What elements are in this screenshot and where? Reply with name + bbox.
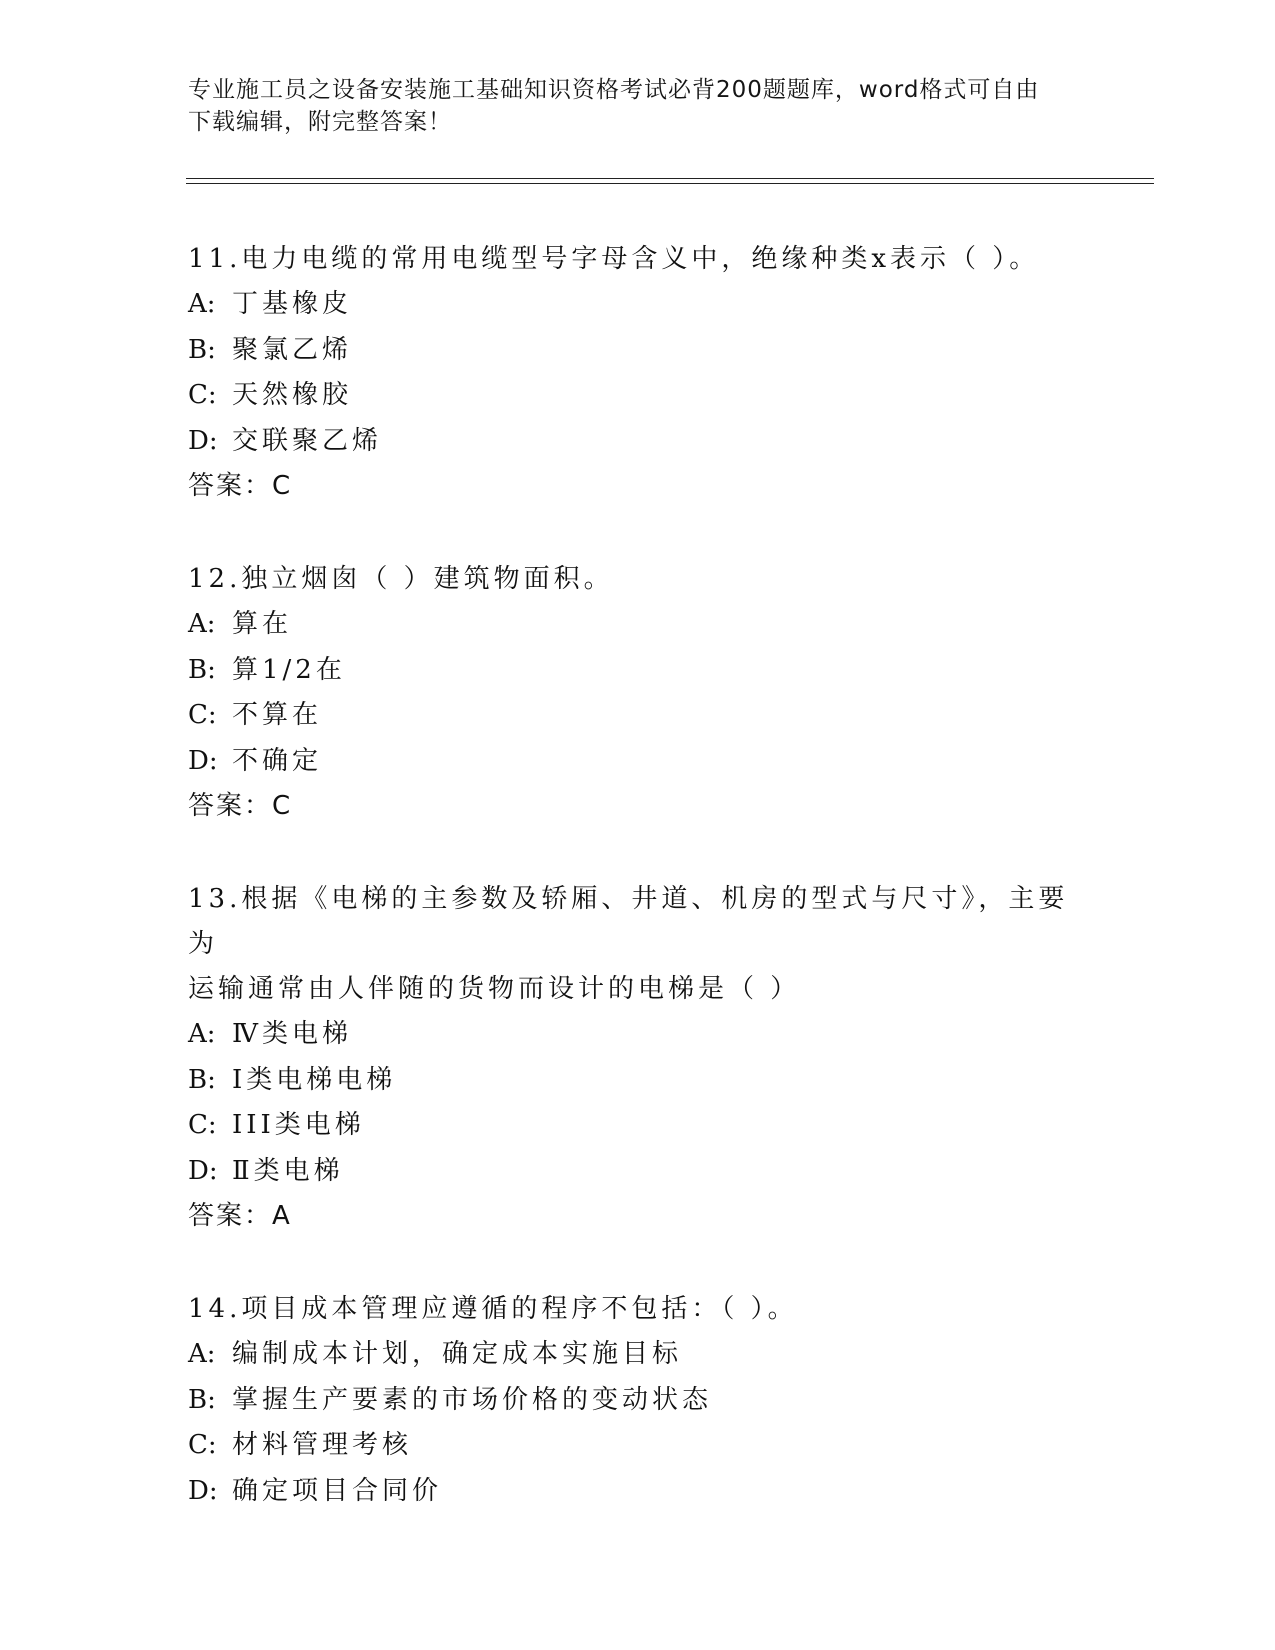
option-letter: D: — [188, 745, 218, 776]
option-text: 算在 — [232, 609, 293, 639]
option-b — [188, 328, 1088, 374]
answer-line: 答案：C — [188, 791, 293, 821]
option-c — [188, 693, 1088, 739]
question-list — [188, 237, 1088, 1562]
option-a — [188, 1012, 1088, 1058]
option-letter: A: — [188, 289, 216, 319]
option-text: Ⅰ类电梯电梯 — [232, 1064, 397, 1095]
option-b — [188, 648, 1088, 694]
option-text: III类电梯 — [232, 1110, 365, 1140]
option-letter: D: — [188, 1155, 218, 1186]
option-text: 交联聚乙烯 — [232, 425, 383, 456]
option-b — [188, 1058, 1088, 1104]
option-text: 编制成本计划，确定成本实施目标 — [232, 1339, 683, 1369]
question-stem-continued: 运输通常由人伴随的货物而设计的电梯是（ ） — [188, 974, 801, 1004]
option-d — [188, 419, 1088, 465]
option-text: 丁基橡皮 — [232, 289, 353, 319]
option-text: Ⅱ类电梯 — [232, 1155, 344, 1186]
option-letter: A: — [188, 609, 216, 639]
question-stem: 12.独立烟囱（ ）建筑物面积。 — [188, 564, 614, 594]
option-letter: D: — [188, 1475, 218, 1506]
question-11 — [188, 237, 1088, 509]
option-c — [188, 1423, 1088, 1469]
header-divider-bottom — [186, 183, 1154, 184]
answer-line: 答案：C — [188, 471, 293, 501]
option-a — [188, 282, 1088, 328]
option-text: 不算在 — [232, 700, 323, 730]
option-b — [188, 1378, 1088, 1424]
option-d — [188, 1149, 1088, 1195]
question-stem: 13.根据《电梯的主参数及轿厢、井道、机房的型式与尺寸》，主要为 — [188, 884, 1069, 959]
option-text: 材料管理考核 — [232, 1430, 413, 1460]
option-letter: C: — [188, 1430, 217, 1460]
option-letter: A: — [188, 1019, 216, 1049]
option-letter: B: — [188, 1064, 216, 1095]
option-a — [188, 1332, 1088, 1378]
header-line-1: 专业施工员之设备安装施工基础知识资格考试必背200题题库，word格式可自由 — [188, 77, 1040, 103]
option-letter: C: — [188, 1110, 217, 1140]
header-divider-top — [186, 178, 1154, 179]
option-c — [188, 373, 1088, 419]
option-text: 天然橡胶 — [232, 380, 353, 410]
document-header — [188, 74, 1088, 138]
question-13 — [188, 877, 1088, 1239]
option-d — [188, 1469, 1088, 1515]
option-letter: B: — [188, 654, 216, 685]
option-letter: B: — [188, 334, 216, 365]
option-c — [188, 1103, 1088, 1149]
option-d — [188, 739, 1088, 785]
option-letter: B: — [188, 1384, 216, 1415]
question-14 — [188, 1287, 1088, 1514]
header-line-2: 下载编辑，附完整答案！ — [188, 109, 452, 135]
question-stem: 14.项目成本管理应遵循的程序不包括：（ ）。 — [188, 1294, 798, 1324]
question-stem: 11.电力电缆的常用电缆型号字母含义中，绝缘种类x表示（ ）。 — [188, 244, 1040, 274]
option-text: Ⅳ类电梯 — [232, 1019, 352, 1049]
option-letter: D: — [188, 425, 218, 456]
option-a — [188, 602, 1088, 648]
option-text: 掌握生产要素的市场价格的变动状态 — [232, 1384, 713, 1415]
answer-line: 答案：A — [188, 1201, 292, 1231]
option-letter: A: — [188, 1339, 216, 1369]
option-text: 确定项目合同价 — [232, 1475, 443, 1506]
option-text: 算1/2在 — [232, 654, 346, 685]
question-12 — [188, 557, 1088, 829]
option-text: 不确定 — [232, 745, 323, 776]
option-letter: C: — [188, 380, 217, 410]
option-letter: C: — [188, 700, 217, 730]
option-text: 聚氯乙烯 — [232, 334, 353, 365]
